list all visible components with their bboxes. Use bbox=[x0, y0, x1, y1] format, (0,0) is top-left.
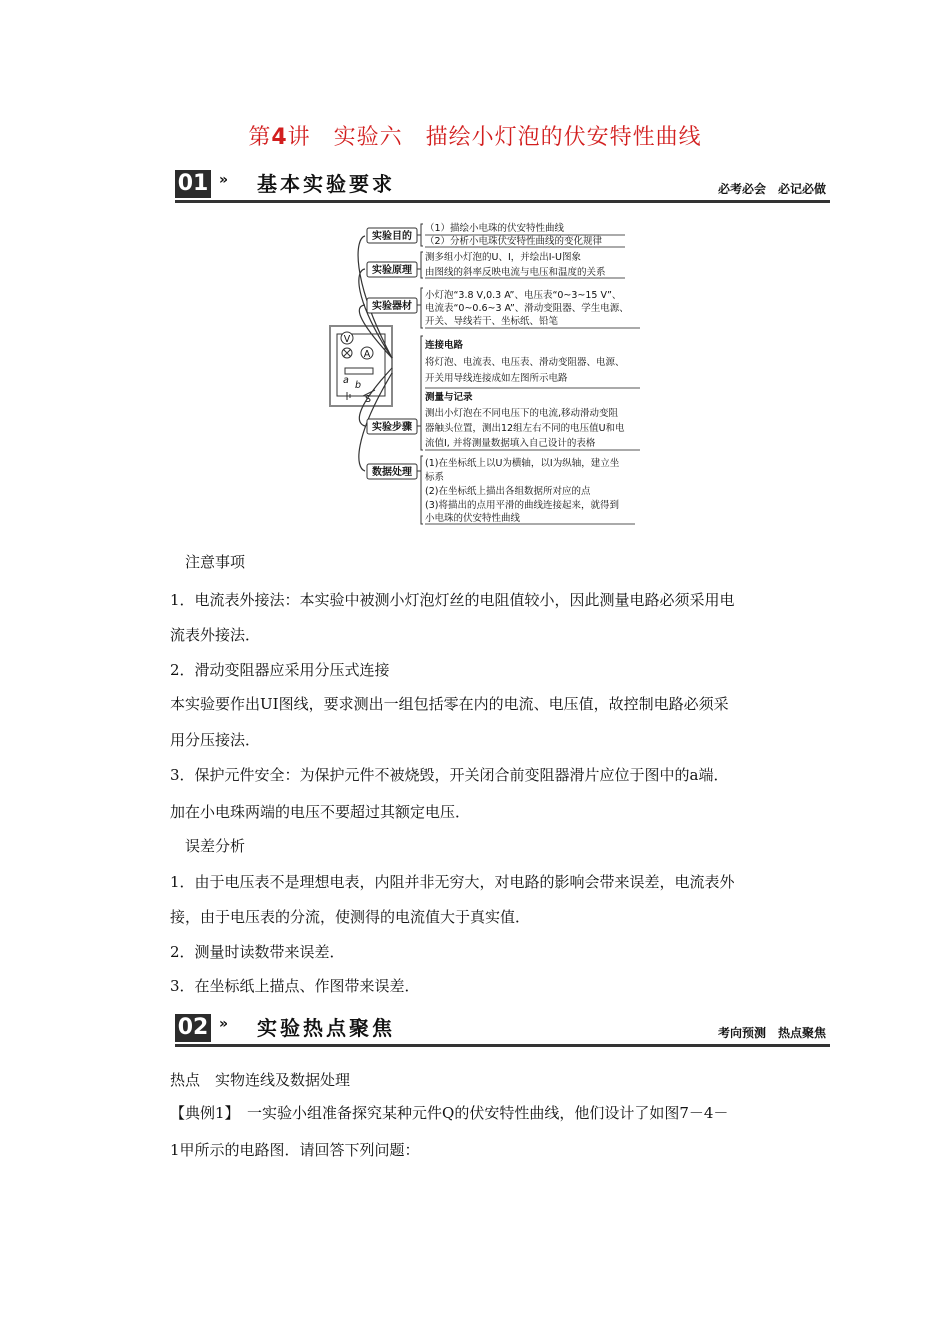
tag-equipment bbox=[367, 298, 417, 313]
step1-heading: 连接电路 bbox=[425, 340, 464, 351]
section-title: 实验热点聚焦 bbox=[257, 1016, 395, 1040]
svg-text:实验原理: 实验原理 bbox=[372, 265, 412, 276]
notes-line: 流表外接法． bbox=[170, 626, 261, 644]
step1-line: 将灯泡、电流表、电压表、滑动变阻器、电源、 bbox=[425, 357, 625, 368]
switch-label: S bbox=[365, 394, 372, 405]
section-number: 02 bbox=[175, 1014, 211, 1042]
section-arrow-icon: » bbox=[219, 1016, 229, 1032]
section-title: 基本实验要求 bbox=[257, 172, 395, 196]
notes-line: 本实验要作出UI图线，要求测出一组包括零在内的电流、电压值，故控制电路必须采 bbox=[170, 695, 729, 713]
section-number: 01 bbox=[175, 170, 211, 198]
step2-line: 测出小灯泡在不同电压下的电流,移动滑动变阻 bbox=[425, 408, 619, 419]
step1-line: 开关用导线连接成如左图所示电路 bbox=[425, 373, 568, 384]
notes-line: 用分压接法． bbox=[170, 731, 261, 749]
errors-line: 接，由于电压表的分流，使测得的电流值大于真实值． bbox=[170, 908, 531, 926]
page-title: 第4讲 实验六 描绘小灯泡的伏安特性曲线 bbox=[248, 125, 702, 150]
section-header-1 bbox=[175, 170, 830, 200]
hotspot-heading: 热点 实物连线及数据处理 bbox=[170, 1071, 351, 1089]
svg-text:实验器材: 实验器材 bbox=[372, 301, 412, 312]
tag-steps bbox=[367, 419, 417, 434]
equipment-line: 电流表“0~0.6~3 A”、滑动变阻器、学生电源、 bbox=[425, 303, 629, 314]
data-line: 小电珠的伏安特性曲线 bbox=[425, 513, 521, 524]
notes-heading: 注意事项 bbox=[185, 553, 246, 571]
equipment-line: 小灯泡“3.8 V,0.3 A”、电压表“0~3~15 V”、 bbox=[425, 290, 622, 301]
principle-line: 测多组小灯泡的U、I，并绘出I-U图象 bbox=[425, 252, 581, 263]
svg-text:实验步骤: 实验步骤 bbox=[372, 422, 412, 433]
svg-text:实验目的: 实验目的 bbox=[372, 231, 412, 242]
step2-line: 流值I, 并将测量数据填入自己设计的表格 bbox=[425, 438, 596, 449]
data-line: (3)将描出的点用平滑的曲线连接起来，就得到 bbox=[425, 500, 619, 511]
purpose-line: （2）分析小电珠伏安特性曲线的变化规律 bbox=[425, 236, 603, 247]
notes-line: 3．保护元件安全：为保护元件不被烧毁，开关闭合前变阻器滑片应位于图中的a端． bbox=[170, 766, 729, 784]
notes-line: 2．滑动变阻器应采用分压式连接 bbox=[170, 661, 390, 679]
example-line: 1甲所示的电路图．请回答下列问题： bbox=[170, 1141, 420, 1159]
example-line: 【典例1】 一实验小组准备探究某种元件Q的伏安特性曲线，他们设计了如图7－4－ bbox=[170, 1104, 729, 1122]
step2-line: 器触头位置，测出12组左右不同的电压值U和电 bbox=[425, 423, 625, 434]
ammeter-label: A bbox=[363, 349, 371, 360]
data-line: (1)在坐标纸上以U为横轴，以I为纵轴，建立坐 bbox=[425, 458, 620, 469]
section-divider bbox=[175, 1044, 830, 1047]
equipment-line: 开关、导线若干、坐标纸、铅笔 bbox=[425, 316, 559, 327]
section-divider bbox=[175, 200, 830, 203]
section-header-2 bbox=[175, 1014, 830, 1044]
tag-purpose bbox=[367, 228, 417, 243]
data-line: (2)在坐标纸上描出各组数据所对应的点 bbox=[425, 486, 591, 497]
section-arrow-icon: » bbox=[219, 172, 229, 188]
data-line: 标系 bbox=[425, 472, 445, 483]
voltmeter-label: V bbox=[343, 334, 351, 345]
errors-line: 1．由于电压表不是理想电表，内阻并非无穷大，对电路的影响会带来误差，电流表外 bbox=[170, 873, 735, 891]
notes-line: 加在小电珠两端的电压不要超过其额定电压． bbox=[170, 803, 471, 821]
terminal-a-label: a bbox=[343, 375, 349, 386]
principle-line: 由图线的斜率反映电流与电压和温度的关系 bbox=[425, 267, 606, 278]
svg-text:数据处理: 数据处理 bbox=[372, 467, 412, 478]
terminal-b-label: b bbox=[355, 380, 362, 391]
section-subtitle: 必考必会 必记必做 bbox=[717, 182, 826, 196]
purpose-line: （1）描绘小电珠的伏安特性曲线 bbox=[425, 223, 565, 234]
errors-heading: 误差分析 bbox=[185, 837, 246, 855]
errors-line: 3．在坐标纸上描点、作图带来误差． bbox=[170, 977, 420, 995]
step2-heading: 测量与记录 bbox=[425, 392, 473, 403]
tag-principle bbox=[367, 262, 417, 277]
section-subtitle: 考向预测 热点聚焦 bbox=[717, 1026, 826, 1040]
tag-data bbox=[367, 464, 417, 479]
errors-line: 2．测量时读数带来误差． bbox=[170, 943, 345, 961]
experiment-mind-map bbox=[325, 218, 650, 530]
notes-line: 1．电流表外接法：本实验中被测小灯泡灯丝的电阻值较小，因此测量电路必须采用电 bbox=[170, 591, 735, 609]
